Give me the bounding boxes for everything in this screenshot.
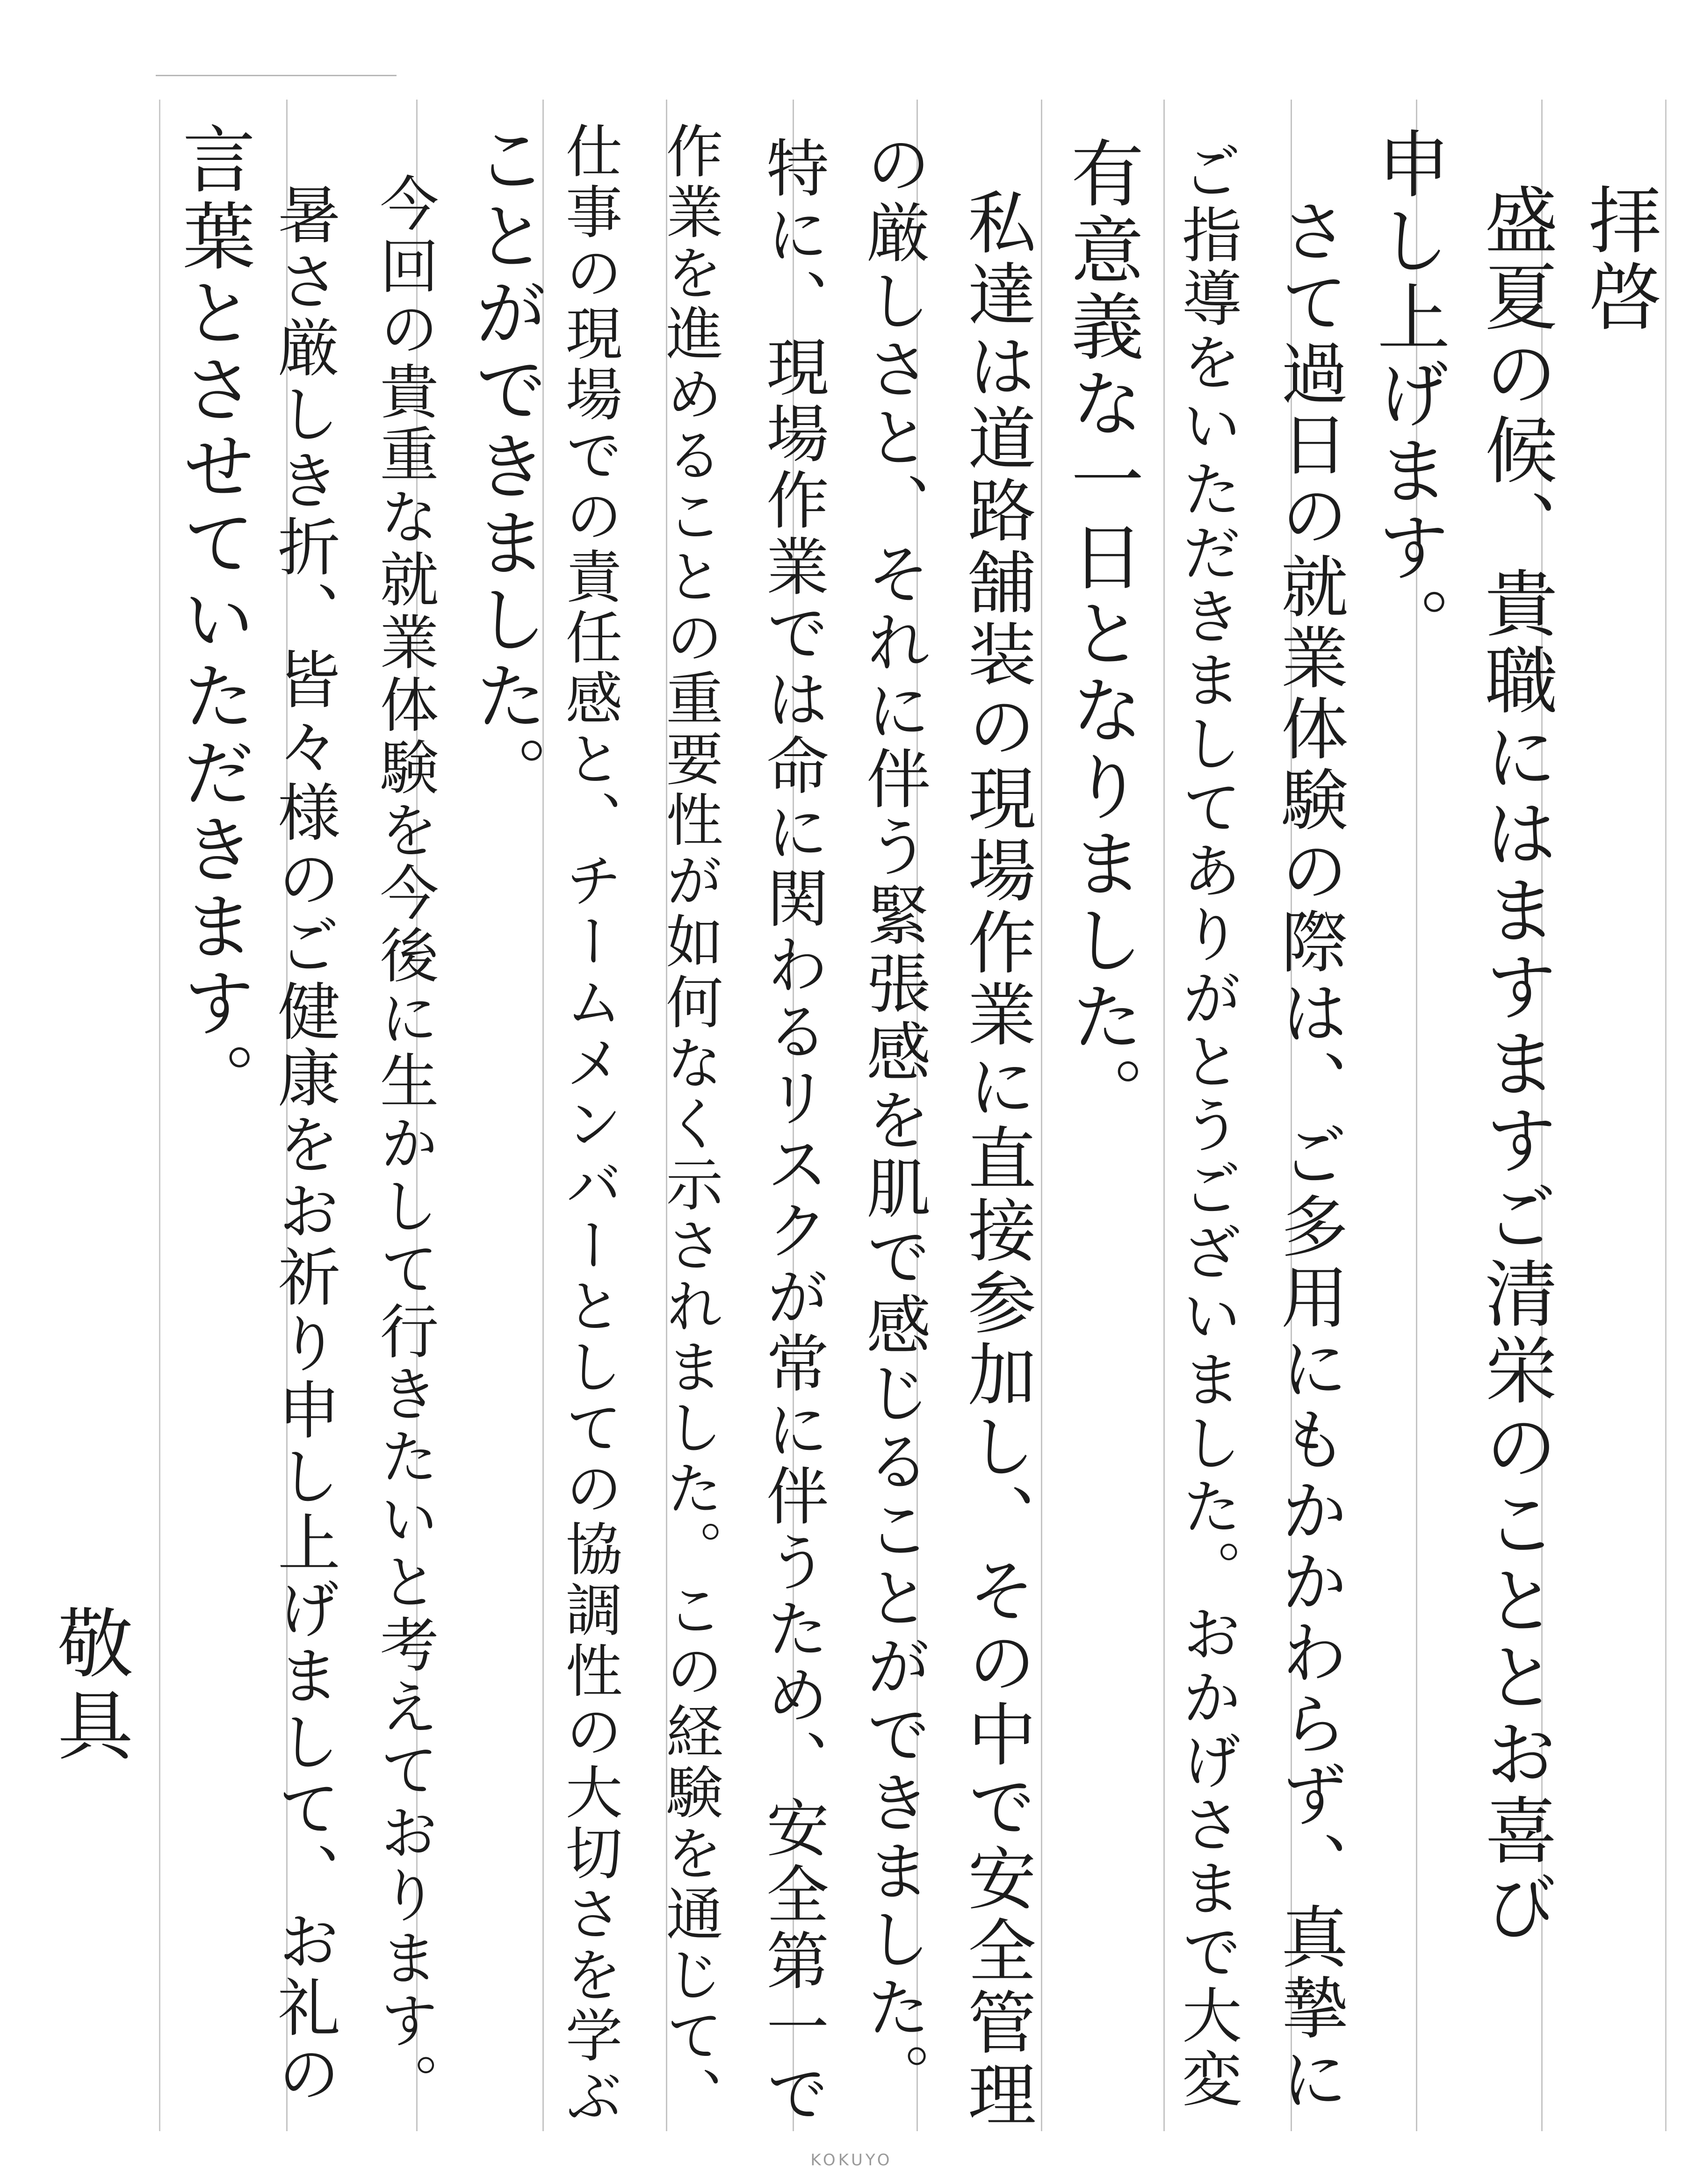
letter-line: 申し上げます。 — [1365, 126, 1450, 663]
letter-line: 今回の貴重な就業体験を今後に生かして行きたいと考えております。 — [370, 173, 439, 2115]
letter-line: 特に、現場作業では命に関わるリスクが常に伴うため、安全第一で — [756, 136, 829, 2127]
closing-remark: 敬具 — [45, 1604, 133, 1768]
letter-line: 盛夏の候、貴職にはますますご清栄のこととお喜び — [1472, 182, 1558, 1946]
letter-line: 仕事の現場での責任感と、チームメンバーとしての協調性の大切さを学ぶ — [556, 122, 622, 2127]
letter-line: の厳しさと、それに伴う緊張感を肌で感じることができました。 — [856, 131, 931, 2111]
top-rule — [156, 75, 397, 76]
letter-line: 暑さ厳しき折、皆々様のご健康をお祈り申し上げまして、お礼の — [267, 182, 340, 2108]
ruled-line — [159, 100, 160, 2131]
letter-line: ことができました。 — [462, 122, 548, 812]
letter-line: 言葉とさせていただきます。 — [170, 122, 255, 1118]
letter-line: 私達は道路舗装の現場作業に直接参加し、その中で安全管理 — [956, 187, 1036, 2131]
letter-line: 有意義な一日となりました。 — [1059, 136, 1144, 1132]
letter-line-salutation: 拝啓 — [1576, 182, 1661, 336]
brand-footer: KOKUYO — [810, 2151, 893, 2170]
letter-line: 作業を進めることの重要性が如何なく示されました。この経験を通じて、 — [657, 122, 723, 2127]
letter-line: ご指導をいただきましてありがとうございました。おかげさまで大変 — [1172, 140, 1241, 2112]
letter-line: さて過日の就業体験の際は、ご多用にもかかわらず、真摯に — [1270, 196, 1349, 2115]
